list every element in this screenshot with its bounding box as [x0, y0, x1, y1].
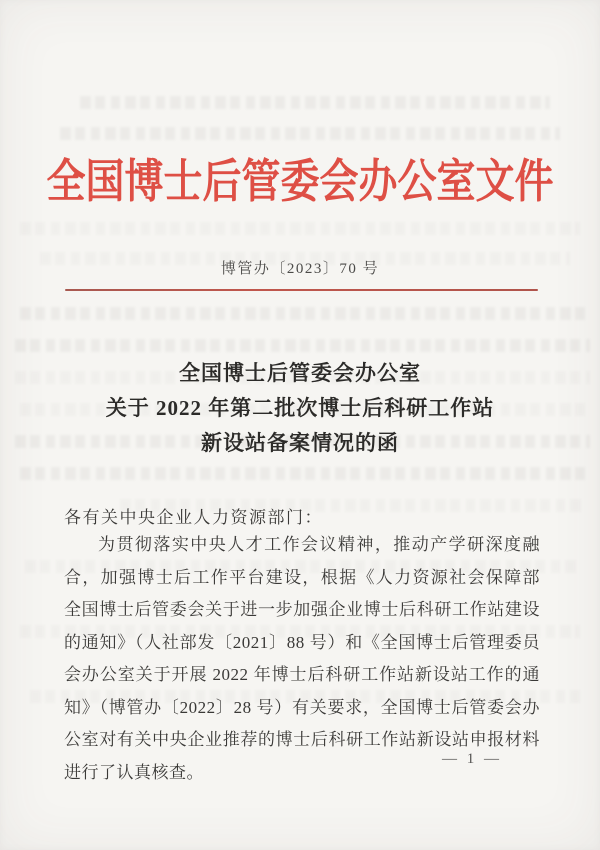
letter-title-line-3: 新设站备案情况的函: [201, 431, 399, 455]
letter-title-line-2: 关于 2022 年第二批次博士后科研工作站: [105, 396, 495, 420]
page-number: — 1 —: [442, 751, 502, 767]
document-reference-number: 博管办〔2023〕70 号: [220, 261, 380, 277]
letterhead-agency-title: 全国博士后管委会办公室文件: [46, 156, 554, 208]
letter-salutation: 各有关中央企业人力资源部门：: [64, 508, 323, 527]
letter-title-line-1: 全国博士后管委会办公室: [179, 361, 421, 385]
letter-title: [30, 356, 570, 461]
letter-body-paragraph: 为贯彻落实中央人才工作会议精神，推动产学研深度融合，加强博士后工作平台建设，根据《人力资源社会保障部 全国博士后管委会关于进一步加强企业博士后科研工作站建设的通知》（人社部发〔2021〕88 号）和《全国博士后管理委员会办公室关于开展 2022 年博士后科研工作站新设站工作的通知》（博管办〔2022〕28 号）有关要求，全国博士后管委会办公室对有关中央企业推荐的博士后科研工作站新设站申报材料进行了认真核查。: [64, 535, 540, 782]
letterhead-red-rule: [65, 289, 538, 291]
